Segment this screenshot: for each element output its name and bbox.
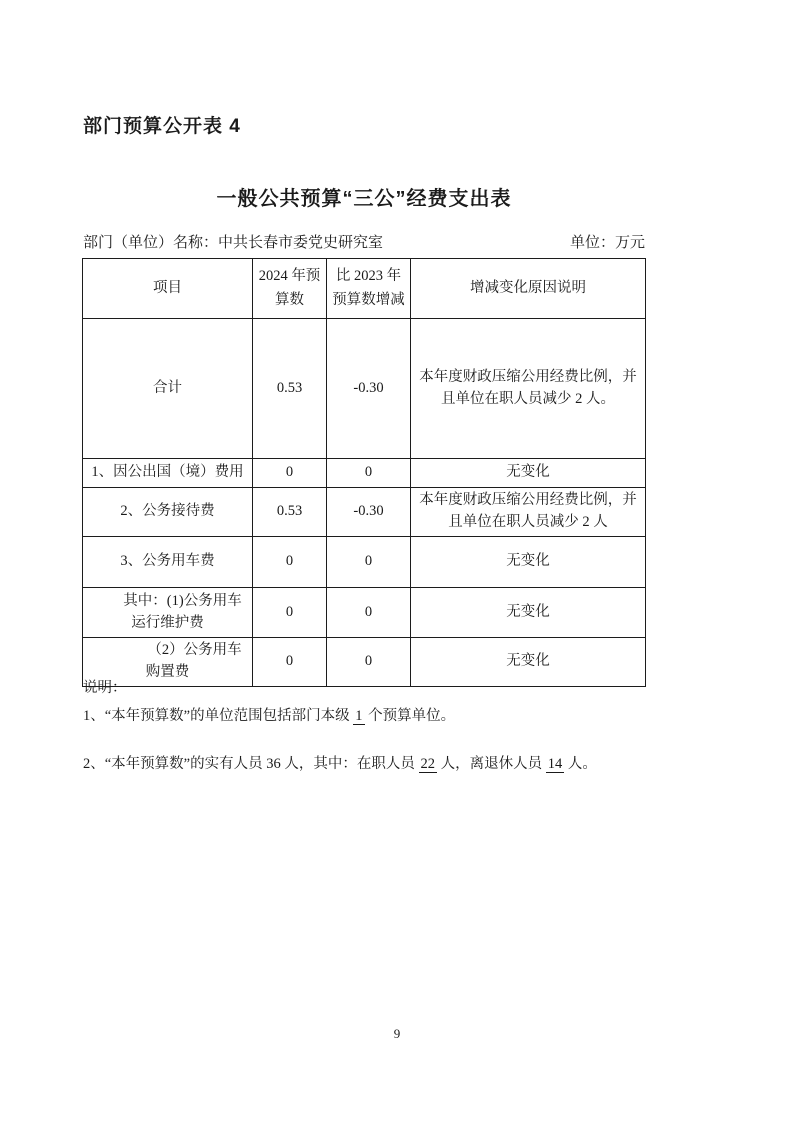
cell-budget: 0 [253,537,327,588]
cell-budget: 0.53 [253,319,327,459]
cell-change: 0 [327,459,411,488]
cell-budget: 0 [253,588,327,638]
note-2-mid: 人，离退休人员 [437,755,546,772]
cell-change: -0.30 [327,319,411,459]
table-caption-row [83,231,645,252]
header-change-vs-2023: 比 2023 年预算数增减 [327,259,411,319]
doc-label: 部门预算公开表 4 [83,116,241,137]
note-2 [83,755,653,774]
table-header-row [83,259,646,319]
header-reason: 增减变化原因说明 [411,259,646,319]
unit-label: 单位：万元 [569,235,645,251]
cell-reason: 本年度财政压缩公用经费比例，并且单位在职人员减少 2 人。 [411,319,646,459]
header-item: 项目 [83,259,253,319]
note-1-suffix: 个预算单位。 [364,707,456,724]
cell-reason: 无变化 [411,588,646,638]
table-row-vehicle [83,537,646,588]
cell-item: （2）公务用车购置费 [83,638,253,687]
cell-change: 0 [327,588,411,638]
notes-section [83,679,653,774]
table-row-total [83,319,646,459]
cell-reason: 无变化 [411,459,646,488]
cell-item: 1、因公出国（境）费用 [83,459,253,488]
header-budget-2024: 2024 年预算数 [253,259,327,319]
cell-reason: 无变化 [411,537,646,588]
cell-item: 3、公务用车费 [83,537,253,588]
cell-change: 0 [327,638,411,687]
dept-name-label: 部门（单位）名称：中共长春市委党史研究室 [83,235,384,251]
table-title: 一般公共预算“三公”经费支出表 [216,188,512,210]
note-2-suffix: 人。 [564,755,597,772]
cell-item: 其中：(1)公务用车运行维护费 [83,588,253,638]
cell-reason: 无变化 [411,638,646,687]
cell-item: 合计 [83,319,253,459]
expense-table [82,258,646,687]
table-row-reception [83,488,646,537]
cell-budget: 0.53 [253,488,327,537]
cell-change: 0 [327,537,411,588]
cell-reason: 本年度财政压缩公用经费比例，并且单位在职人员减少 2 人 [411,488,646,537]
note-2-retired-staff: 14 [547,755,563,772]
table-row-abroad [83,459,646,488]
cell-budget: 0 [253,638,327,687]
note-1-units-count: 1 [355,707,363,724]
cell-item: 2、公务接待费 [83,488,253,537]
cell-budget: 0 [253,459,327,488]
note-2-active-staff: 22 [420,755,435,772]
cell-change: -0.30 [327,488,411,537]
page-number: 9 [393,1026,401,1041]
note-2-text: 2、“本年预算数”的实有人员 36 人，其中：在职人员 [83,755,419,772]
notes-label: 说明： [83,680,127,696]
note-1-text: 1、“本年预算数”的单位范围包括部门本级 [83,707,354,724]
table-row-vehicle-maintenance [83,588,646,638]
note-1 [83,707,653,726]
